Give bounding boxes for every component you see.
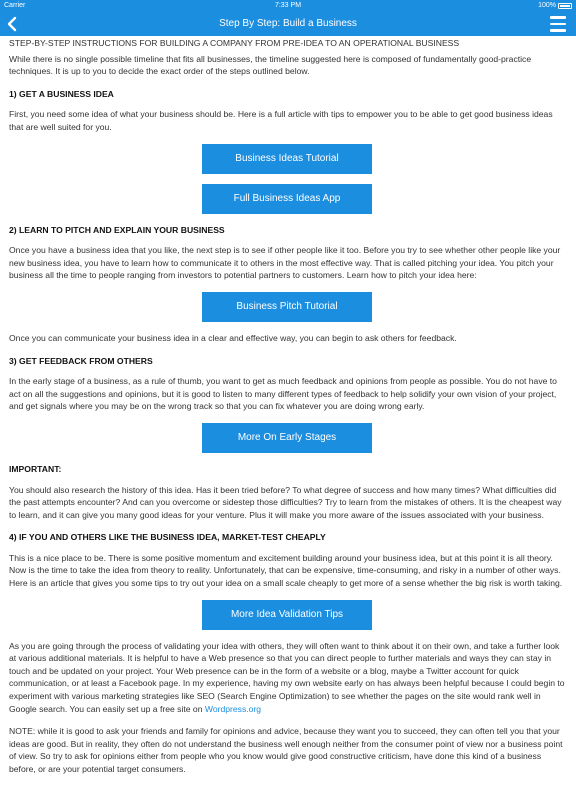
note-text: NOTE: while it is good to ask your friends and family for opinions and advice, because they want you to succeed, they can often tell you that your ideas are good. But in reality, they often do not understand the business well enough neither from the consumer point of view nor a business point of view. So try to ask for opinions either from people who you know would give good constructive criticism, have done this kind of a business before, or are your potential target consumers. — [9, 726, 563, 774]
battery-percent: 100% — [538, 2, 556, 9]
business-pitch-tutorial-button[interactable]: Business Pitch Tutorial — [202, 292, 372, 322]
intro-text: While there is no single possible timeline that fits all businesses, the timeline suggested here is composed of fundamentally good-practice techniques. It is up to you to decide the exact order of the steps outlined below. — [9, 53, 532, 77]
important-text: You should also research the history of this idea. Has it been tried before? To what degree of success and how many times? What difficulties did the past attempts encounter? And can you overcome or sidestep those difficulties? Try to learn from the mistakes of others. It is the cheapest way to learn, and it can give you many good ideas for your venture. Plus it will make you more aware of the issues associated with your business. — [9, 484, 562, 520]
important-heading: IMPORTANT: — [9, 463, 62, 474]
section-heading-3: 3) GET FEEDBACK FROM OTHERS — [9, 355, 153, 366]
section-text-3: In the early stage of a business, as a rule of thumb, you want to get as much feedback and opinions from people as possible. You do not have to act on all the suggestions and opinions, but it is good to listen to many different types of feedback to help solidify your own vision of your project, and get signals where you may be on the wrong track so that you can fix whatever you are doing wrong early. — [9, 376, 557, 412]
section-after-text-4 — [9, 640, 565, 716]
battery-icon — [558, 3, 572, 9]
more-on-early-stages-button[interactable]: More On Early Stages — [202, 423, 372, 453]
section-text-1: First, you need some idea of what your business should be. Here is a full article with tips to empower you to be able to get good business ideas that are well suited for you. — [9, 109, 553, 132]
more-idea-validation-tips-button[interactable]: More Idea Validation Tips — [202, 600, 372, 630]
intro-title: STEP-BY-STEP INSTRUCTIONS FOR BUILDING A COMPANY FROM PRE-IDEA TO AN OPERATIONAL BUSINESS — [9, 38, 460, 48]
status-time: 7:33 PM — [274, 2, 302, 9]
section-heading-4: 4) IF YOU AND OTHERS LIKE THE BUSINESS IDEA, MARKET-TEST CHEAPLY — [9, 532, 326, 543]
wordpress-link[interactable]: Wordpress.org — [204, 703, 262, 714]
page-title: Step By Step: Build a Business — [219, 18, 357, 29]
carrier-label: Carrier — [4, 2, 26, 9]
article-content — [9, 37, 565, 786]
section-after-text-2: Once you can communicate your business idea in a clear and effective way, you can begin to ask others for feedback. — [9, 332, 457, 343]
hamburger-menu-icon — [550, 16, 566, 32]
full-business-ideas-app-button[interactable]: Full Business Ideas App — [202, 184, 372, 214]
section-heading-2: 2) LEARN TO PITCH AND EXPLAIN YOUR BUSINESS — [9, 224, 225, 235]
business-ideas-tutorial-button[interactable]: Business Ideas Tutorial — [202, 144, 372, 174]
battery-indicator — [538, 0, 572, 12]
navigation-bar — [0, 12, 576, 36]
web-presence-text: As you are going through the process of validating your idea with others, they will often want to think about it on their own, and take a further look at various additional materials. It is helpful to have a Web presence so that you can direct people to further materials and ways they can stay in touch and be updated on your project. Your Web presence can be in the form of a website or a blog, maybe a Twitter account for quick communication, or at least a Facebook page. In my experience, having my own website early on has always been helpful because I could begin to experiment with various marketing strategies like SEO (Search Engine Optimization) to see whether the pages on the site would rank well in Google search. You can easily set up a free site on — [9, 640, 565, 714]
section-text-2: Once you have a business idea that you like, the next step is to see if other people like it too. Before you try to see whether other people like your new business idea, you have to learn how to communicate it to others in the most effective way. That is called pitching your idea. You pitch your business all the time to people ranging from investors to potential partners to customers. Learn how to pitch your idea here: — [9, 245, 561, 281]
section-heading-1: 1) GET A BUSINESS IDEA — [9, 88, 114, 99]
status-bar — [0, 0, 576, 12]
menu-button[interactable] — [550, 16, 566, 32]
section-text-4: This is a nice place to be. There is some positive momentum and excitement building around your business idea, but at this point it is all theory. Now is the time to take the idea from theory to reality. Unfortunately, that can be expensive, time-consuming, and risky in a number of other ways. Here is an article that gives you some tips to try out your idea on a small scale cheaply to get more of a sense whether the big risk is worth taking. — [9, 552, 563, 589]
